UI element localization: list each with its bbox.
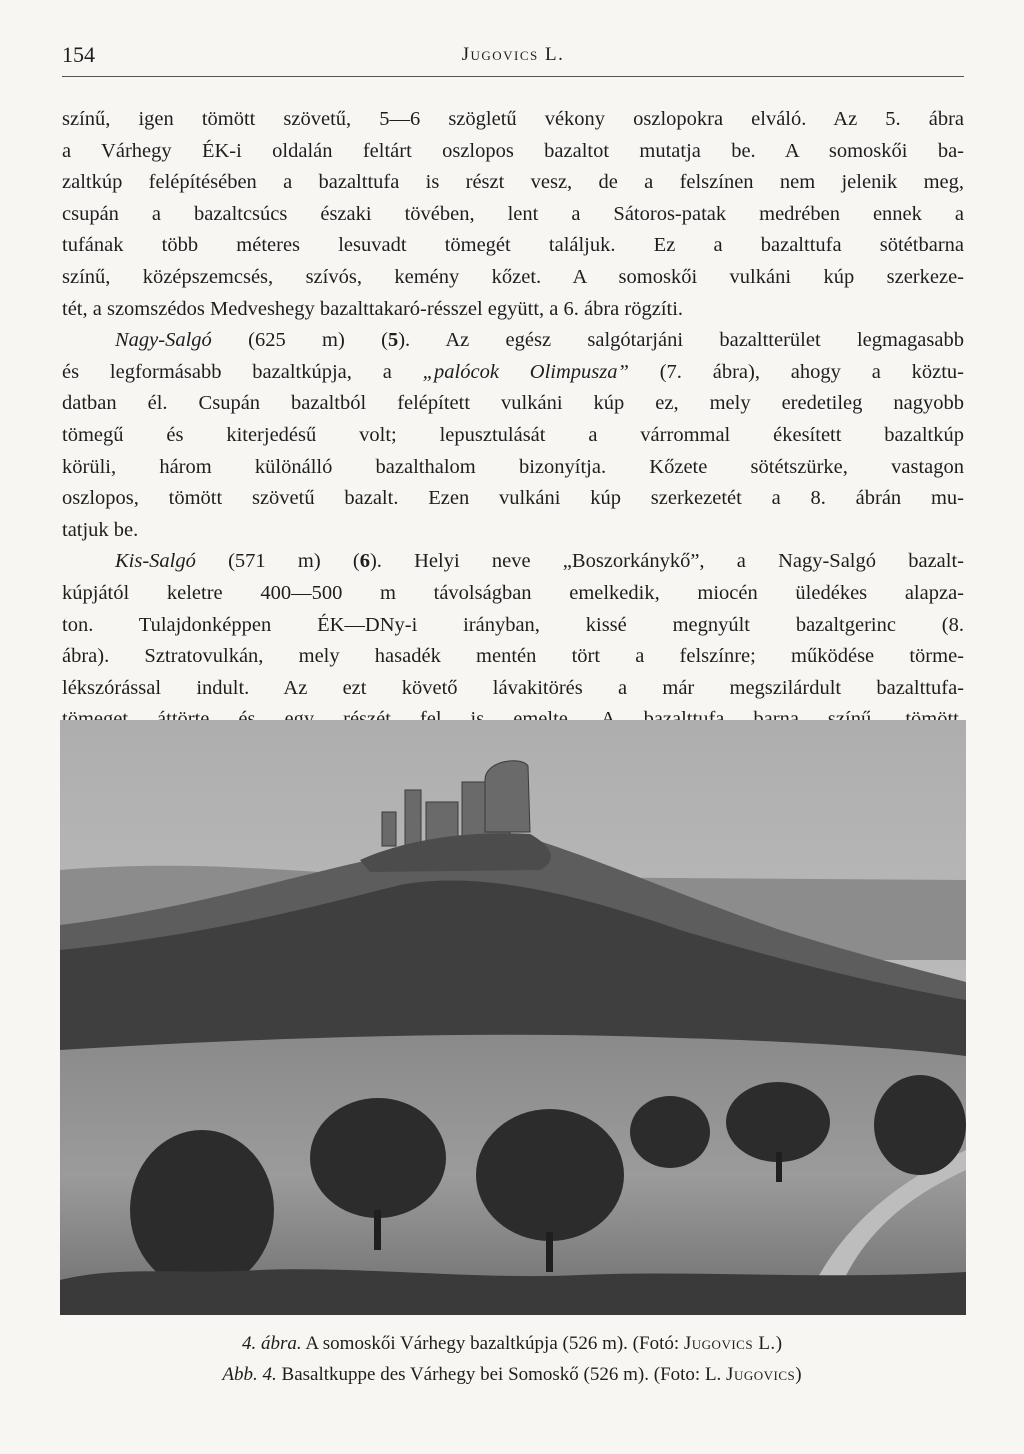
text-line: kúpjától keletre 400—500 m távolságban emelkedik, miocén üledékes alapza- (62, 581, 964, 604)
text-line: datban él. Csupán bazaltból felépített vulkáni kúp ez, mely eredetileg nagyobb (62, 392, 964, 415)
section-nagy-salgo-first-line: Nagy-Salgó (625 m) (5). Az egész salgótarjáni bazaltterület legmagasabb (115, 329, 964, 352)
text-line: csupán a bazaltcsúcs északi tövében, lent a Sátoros-patak medrében ennek a (62, 202, 964, 225)
text-line: körüli, három különálló bazalthalom bizonyítja. Kőzete sötétszürke, vastagon (62, 455, 964, 478)
quote-palocok-olimpusza: „palócok Olimpusza” (422, 360, 629, 383)
text-line: lékszórással indult. Az ezt követő lávakitörés a már megszilárdult bazalttufa- (62, 676, 964, 699)
text-line: tufának több méteres lesuvadt tömegét találjuk. Ez a bazalttufa sötétbarna (62, 234, 964, 257)
section-kis-salgo-first-line: Kis-Salgó (571 m) (6). Helyi neve „Boszorkánykő”, a Nagy-Salgó bazalt- (115, 550, 964, 573)
place-name-nagy-salgo: Nagy-Salgó (115, 329, 212, 352)
figure-caption-de: Abb. 4. Basaltkuppe des Várhegy bei Somoskő (526 m). (Foto: L. Jugovics) (222, 1364, 802, 1385)
text-line: ábra). Sztratovulkán, mely hasadék mentén tört a felszínre; működése törme- (62, 645, 964, 668)
text-line: oszlopos, tömött szövetű bazalt. Ezen vulkáni kúp szerkezetét a 8. ábrán mu- (62, 487, 964, 510)
text-line: színű, középszemcsés, szívós, kemény kőzet. A somoskői vulkáni kúp szerkeze- (62, 265, 964, 288)
text-line: színű, igen tömött szövetű, 5—6 szögletű vékony oszlopokra elváló. Az 5. ábra (62, 108, 964, 130)
text-line: ton. Tulajdonképpen ÉK—DNy-i irányban, kissé megnyúlt bazaltgerinc (8. (62, 613, 964, 636)
page-header (62, 36, 964, 77)
running-head: Jugovics L. (461, 44, 565, 65)
text-line: tét, a szomszédos Medveshegy bazalttakaró-résszel együtt, a 6. ábra rögzíti. (62, 297, 684, 320)
page-number: 154 (62, 42, 95, 67)
text-line: a Várhegy ÉK-i oldalán feltárt oszlopos bazaltot mutatja be. A somoskői ba- (62, 139, 964, 162)
text-line: tatjuk be. (62, 518, 139, 541)
photo-varhegy-basalt-cone (60, 720, 966, 1315)
figure-caption-hu: 4. ábra. A somoskői Várhegy bazaltkúpja (526 m). (Fotó: Jugovics L.) (241, 1333, 783, 1354)
text-line: zaltkúp felépítésében a bazalttufa is részt vesz, de a felszínen nem jelenik meg, (62, 171, 964, 194)
text-line: tömegű és kiterjedésű volt; lepusztulását a várrommal ékesített bazaltkúp (62, 423, 964, 446)
body-text (62, 104, 964, 799)
place-name-kis-salgo: Kis-Salgó (115, 550, 196, 573)
text-line: és legformásabb bazaltkúpja, a „palócok Olimpusza” (7. ábra), ahogy a köztu- (62, 360, 965, 383)
